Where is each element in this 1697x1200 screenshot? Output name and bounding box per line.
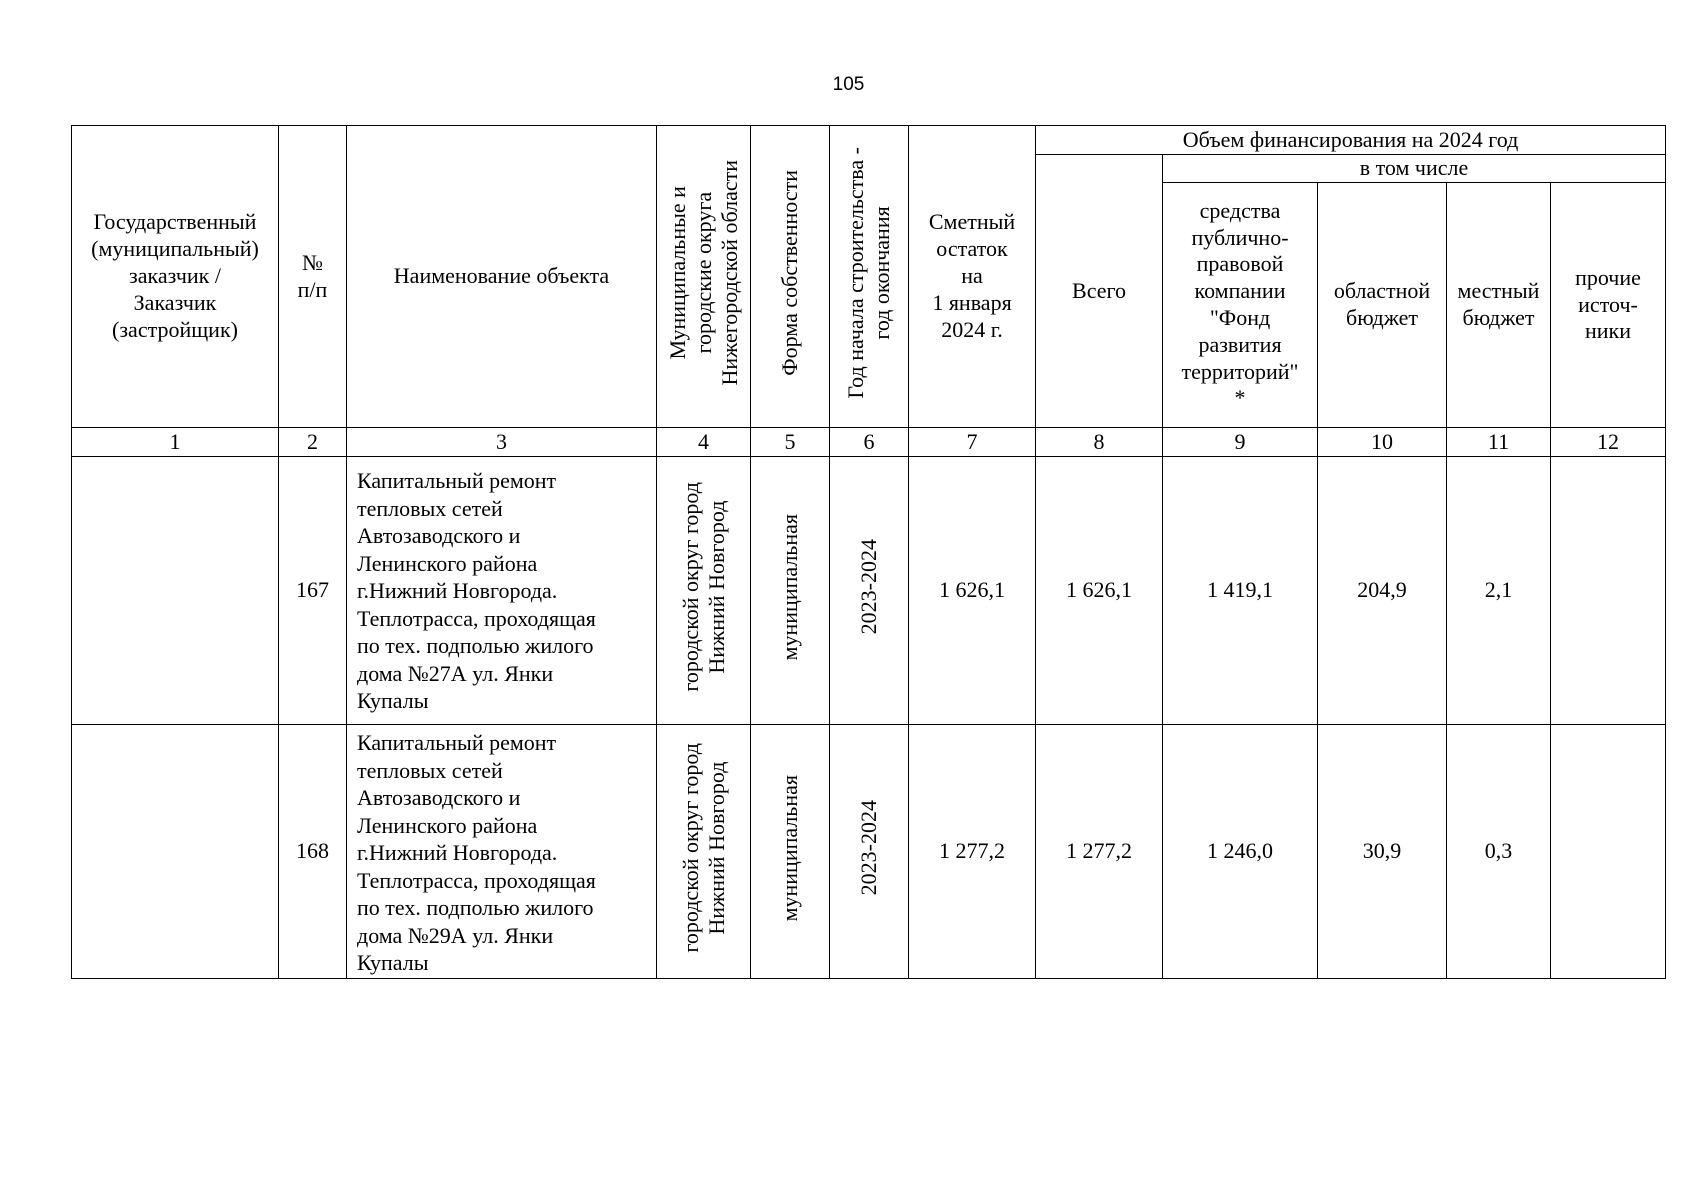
cell-object-name: Капитальный ремонт тепловых сетей Автозаводского и Ленинского района г.Нижний Новгорода. Теплотрасса, проходящая по тех. подполью жилого дома №29А ул. Янки Купалы: [347, 725, 657, 979]
cell-years: 2023-2024: [830, 457, 909, 725]
cell-regional: 30,9: [1318, 725, 1447, 979]
cell-balance: 1 626,1: [909, 457, 1036, 725]
cell-number: 168: [279, 725, 347, 979]
header-regional: областной бюджет: [1318, 183, 1447, 428]
financing-table: [71, 125, 1666, 979]
column-number: 12: [1551, 428, 1666, 457]
column-number: 9: [1163, 428, 1318, 457]
header-municipality: Муниципальные и городские округа Нижегородской области: [657, 126, 751, 428]
cell-balance: 1 277,2: [909, 725, 1036, 979]
cell-other: [1551, 725, 1666, 979]
cell-regional: 204,9: [1318, 457, 1447, 725]
header-fund: средства публично- правовой компании "Фонд развития территорий" *: [1163, 183, 1318, 428]
header-years: Год начала строительства - год окончания: [830, 126, 909, 428]
cell-number: 167: [279, 457, 347, 725]
header-ownership: Форма собственности: [751, 126, 830, 428]
cell-local: 2,1: [1447, 457, 1551, 725]
column-number: 6: [830, 428, 909, 457]
header-including: в том числе: [1163, 155, 1666, 183]
cell-customer: [72, 457, 279, 725]
cell-fund: 1 246,0: [1163, 725, 1318, 979]
header-total: Всего: [1036, 155, 1163, 428]
cell-total: 1 277,2: [1036, 725, 1163, 979]
column-number: 7: [909, 428, 1036, 457]
column-number: 2: [279, 428, 347, 457]
header-other: прочие источ- ники: [1551, 183, 1666, 428]
cell-ownership: муниципальная: [751, 457, 830, 725]
cell-ownership: муниципальная: [751, 725, 830, 979]
header-customer: Государственный (муниципальный) заказчик / Заказчик (застройщик): [72, 126, 279, 428]
cell-local: 0,3: [1447, 725, 1551, 979]
cell-municipality: городской округ город Нижний Новгород: [657, 725, 751, 979]
cell-fund: 1 419,1: [1163, 457, 1318, 725]
table-row: [72, 725, 1666, 979]
column-numbers-row: [72, 428, 1666, 457]
column-number: 4: [657, 428, 751, 457]
header-number: № п/п: [279, 126, 347, 428]
header-row: [72, 126, 1666, 155]
header-local: местный бюджет: [1447, 183, 1551, 428]
column-number: 3: [347, 428, 657, 457]
column-number: 5: [751, 428, 830, 457]
column-number: 1: [72, 428, 279, 457]
cell-object-name: Капитальный ремонт тепловых сетей Автозаводского и Ленинского района г.Нижний Новгорода. Теплотрасса, проходящая по тех. подполью жилого дома №27А ул. Янки Купалы: [347, 457, 657, 725]
cell-years: 2023-2024: [830, 725, 909, 979]
column-number: 8: [1036, 428, 1163, 457]
column-number: 10: [1318, 428, 1447, 457]
cell-municipality: городской округ город Нижний Новгород: [657, 457, 751, 725]
header-object-name: Наименование объекта: [347, 126, 657, 428]
cell-total: 1 626,1: [1036, 457, 1163, 725]
page-number: 105: [832, 74, 865, 95]
cell-customer: [72, 725, 279, 979]
cell-other: [1551, 457, 1666, 725]
header-balance: Сметный остаток на 1 января 2024 г.: [909, 126, 1036, 428]
header-funding-title: Объем финансирования на 2024 год: [1036, 126, 1666, 155]
column-number: 11: [1447, 428, 1551, 457]
table-row: [72, 457, 1666, 725]
